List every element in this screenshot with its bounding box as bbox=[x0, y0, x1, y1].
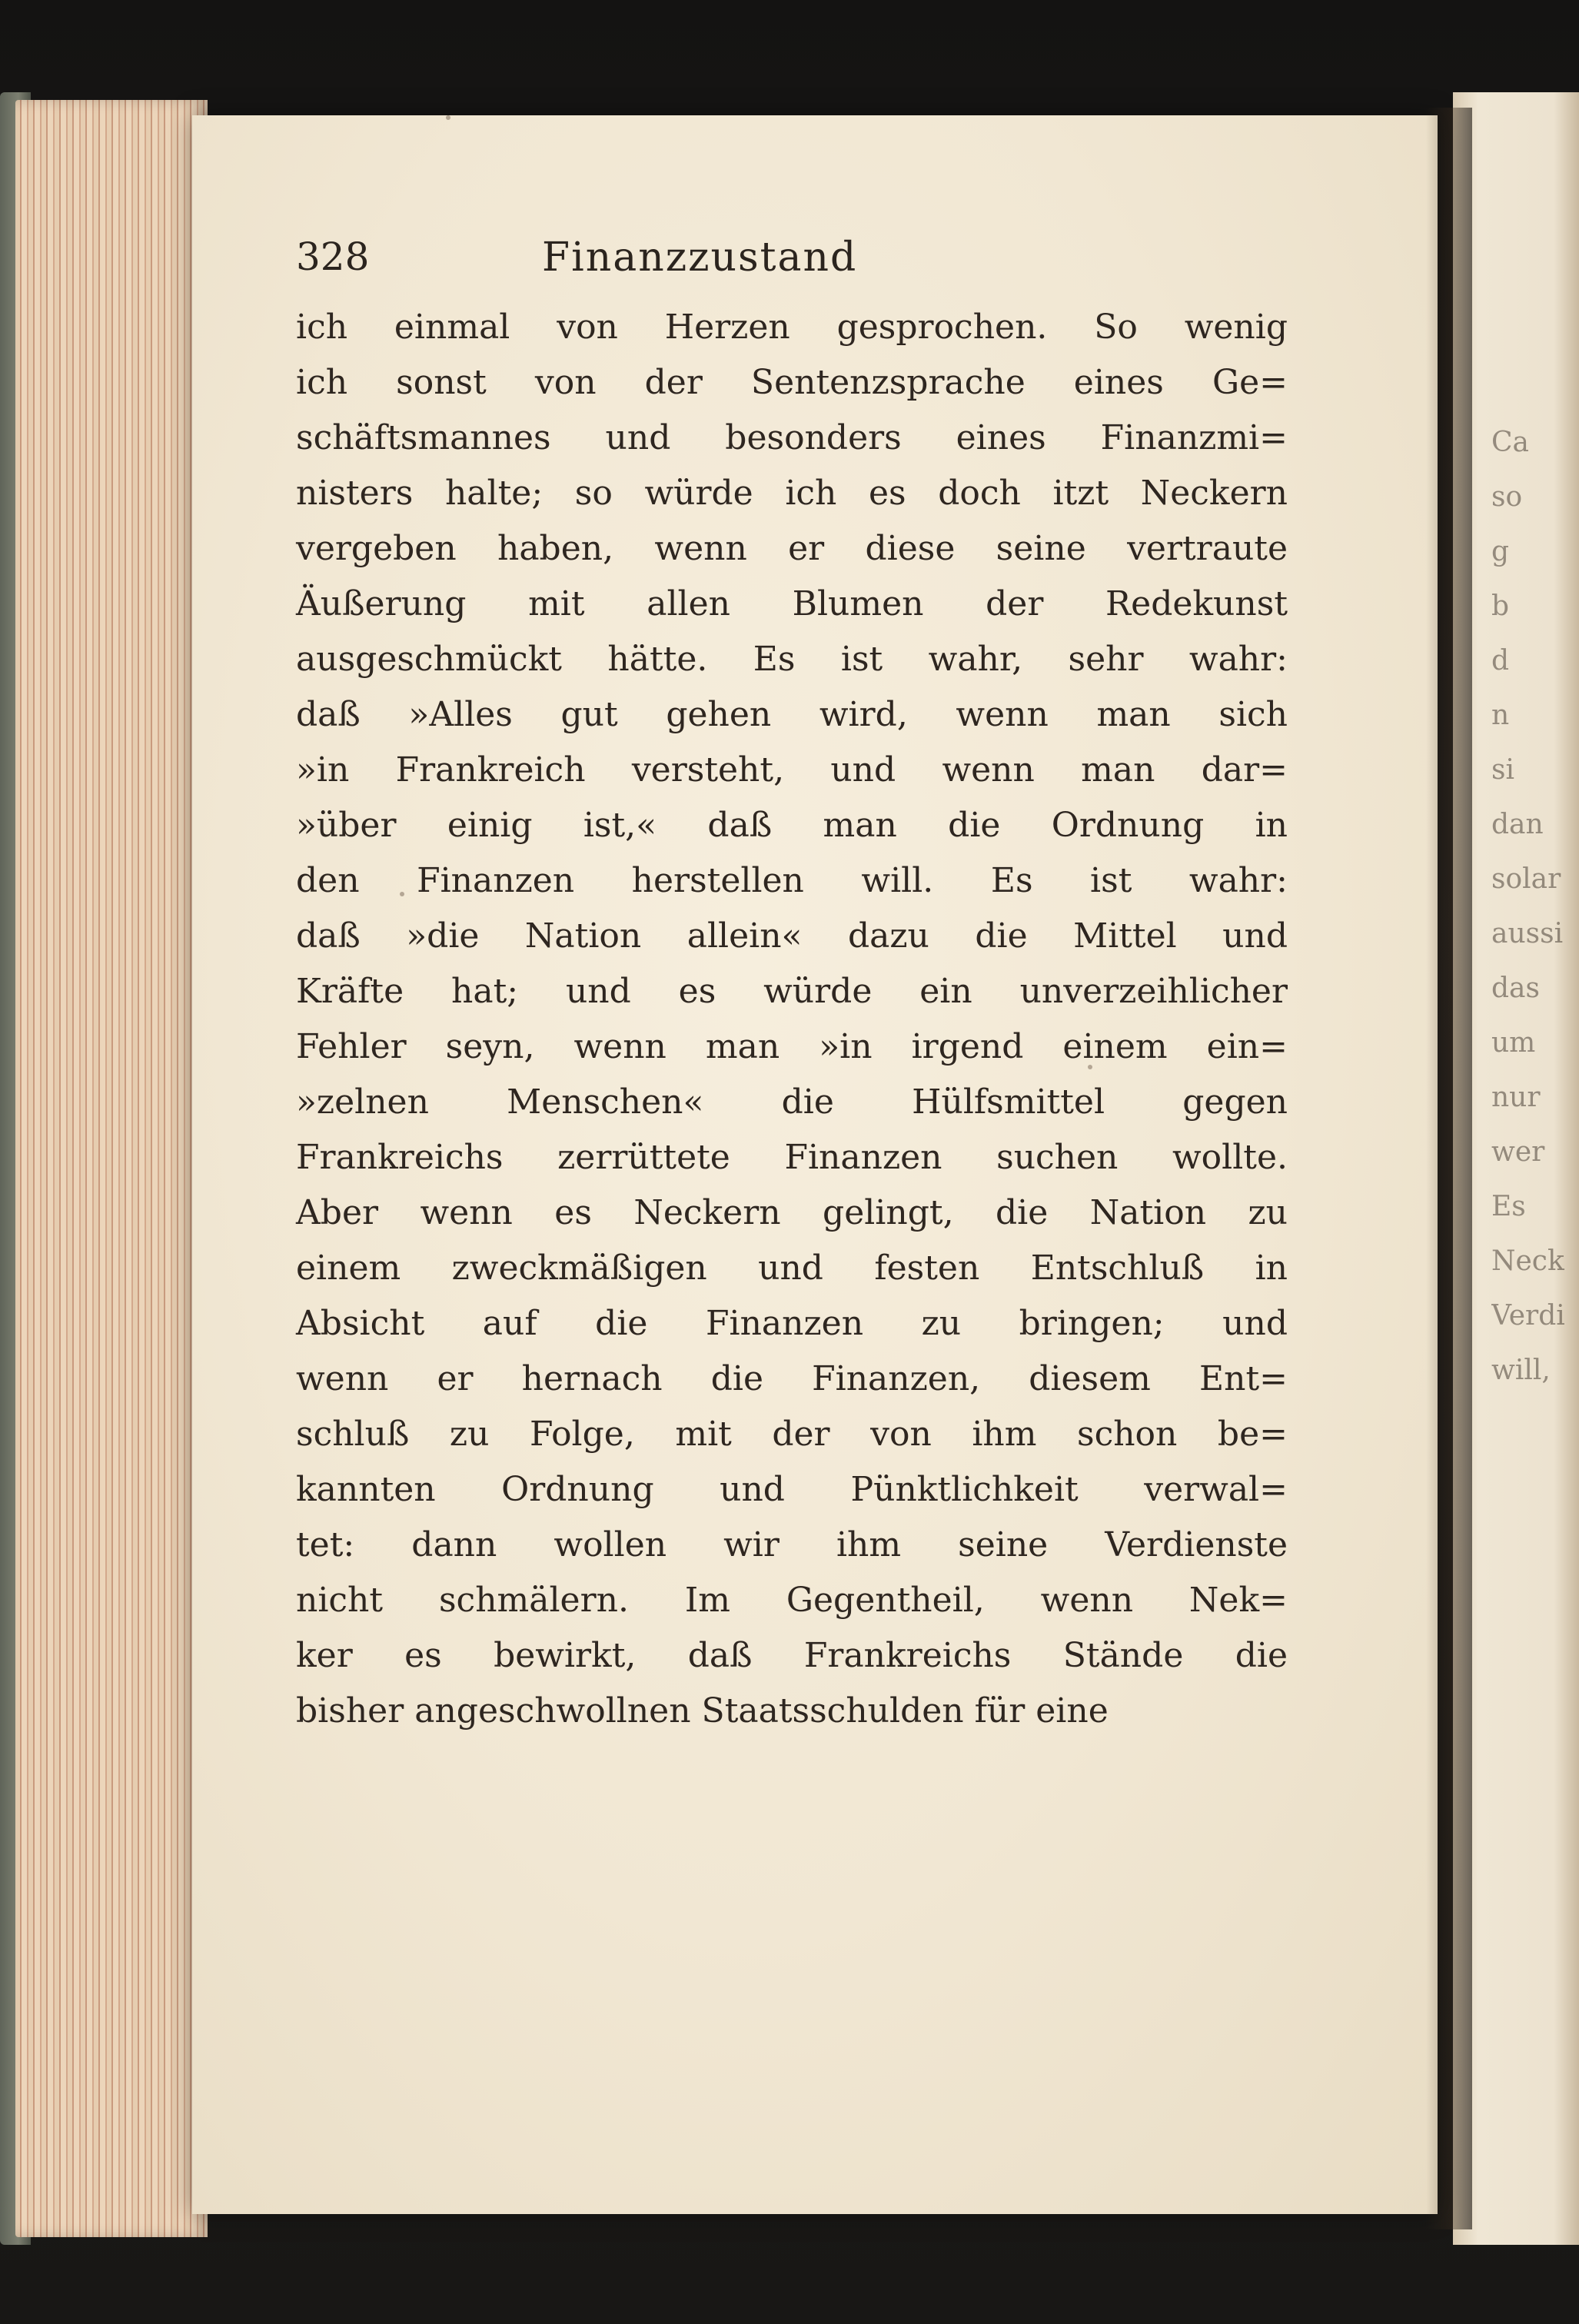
page-edges-stack bbox=[15, 100, 208, 2237]
text-line: Kräfte hat; und es würde ein unverzeihlicher bbox=[296, 972, 1288, 1011]
text-line: vergeben haben, wenn er diese seine vertraute bbox=[296, 529, 1288, 568]
text-line: daß »die Nation allein« dazu die Mittel und bbox=[296, 916, 1288, 956]
text-line: einem zweckmäßigen und festen Entschluß in bbox=[296, 1248, 1288, 1288]
text-line: ich sonst von der Sentenzsprache eines Ge= bbox=[296, 363, 1288, 402]
text-line: schluß zu Folge, mit der von ihm schon be= bbox=[296, 1415, 1288, 1454]
text-line: ich einmal von Herzen gesprochen. So wenig bbox=[296, 308, 1288, 347]
paper-speck bbox=[446, 115, 450, 120]
text-line: nisters halte; so würde ich es doch itzt Neckern bbox=[296, 474, 1288, 513]
text-line: nicht schmälern. Im Gegentheil, wenn Nek= bbox=[296, 1581, 1288, 1620]
text-line: »über einig ist,« daß man die Ordnung in bbox=[296, 806, 1288, 845]
running-header bbox=[296, 227, 1288, 296]
text-line: wenn er hernach die Finanzen, diesem Ent= bbox=[296, 1359, 1288, 1398]
text-line: schäftsmannes und besonders eines Finanzmi= bbox=[296, 418, 1288, 457]
facing-page-text-fragments: Ca so g b d n si dan solar aussi das um nur wer Es Neck Verdi will, bbox=[1491, 427, 1565, 1386]
body-text bbox=[296, 300, 1288, 1739]
running-title: Finanzzustand bbox=[542, 234, 858, 281]
text-line: Fehler seyn, wenn man »in irgend einem ein= bbox=[296, 1027, 1288, 1066]
text-line: ker es bewirkt, daß Frankreichs Stände die bbox=[296, 1636, 1288, 1675]
text-line: Aber wenn es Neckern gelingt, die Nation zu bbox=[296, 1193, 1288, 1232]
gutter-shadow bbox=[1426, 108, 1472, 2229]
text-line: kannten Ordnung und Pünktlichkeit verwal= bbox=[296, 1470, 1288, 1509]
text-line: »zelnen Menschen« die Hülfsmittel gegen bbox=[296, 1082, 1288, 1122]
text-line: Äußerung mit allen Blumen der Redekunst bbox=[296, 584, 1288, 623]
text-line: bisher angeschwollnen Staatsschulden für eine bbox=[296, 1691, 1109, 1731]
text-line: ausgeschmückt hätte. Es ist wahr, sehr wahr: bbox=[296, 640, 1288, 679]
text-line: tet: dann wollen wir ihm seine Verdienste bbox=[296, 1525, 1288, 1564]
text-line: den Finanzen herstellen will. Es ist wahr: bbox=[296, 861, 1288, 900]
text-line: »in Frankreich versteht, und wenn man dar= bbox=[296, 750, 1288, 790]
page-number: 328 bbox=[296, 234, 370, 279]
text-line: Frankreichs zerrüttete Finanzen suchen wollte. bbox=[296, 1138, 1288, 1177]
text-line: daß »Alles gut gehen wird, wenn man sich bbox=[296, 695, 1288, 734]
text-line: Absicht auf die Finanzen zu bringen; und bbox=[296, 1304, 1288, 1343]
